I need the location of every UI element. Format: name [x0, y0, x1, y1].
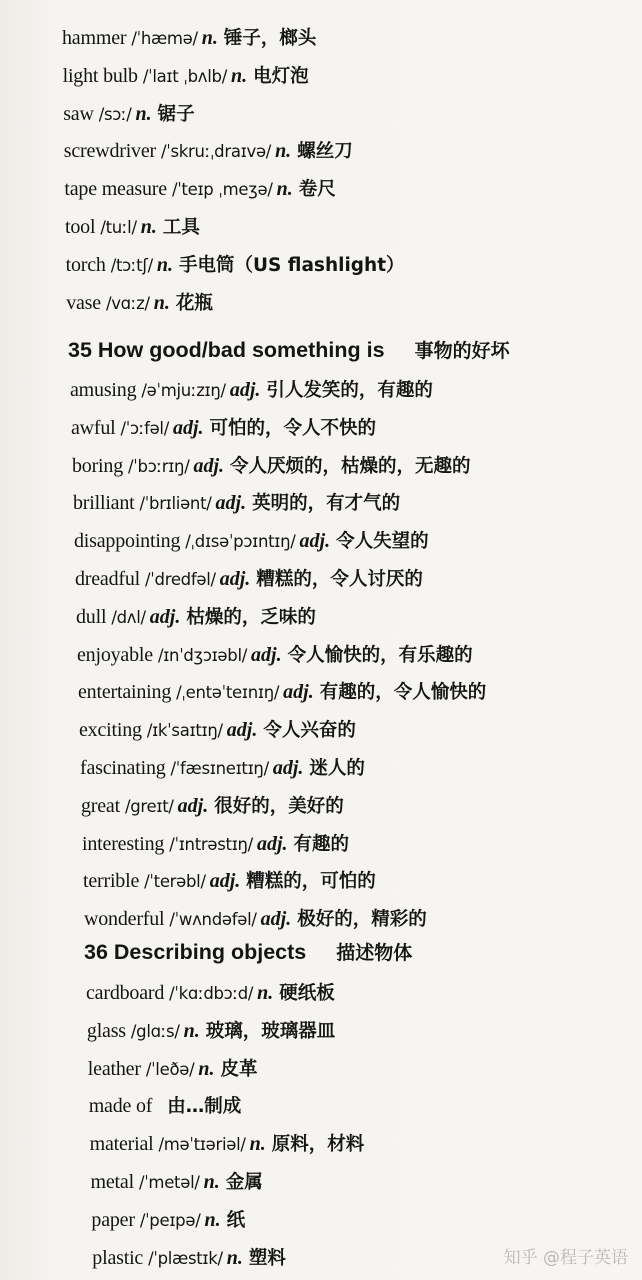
vocab-pronunciation: /sɔː/ [98, 104, 132, 124]
vocab-word: awful [71, 416, 116, 439]
vocab-pronunciation: /ˈpeɪpə/ [139, 1210, 201, 1230]
vocab-pronunciation: /ˈwʌndəfəl/ [169, 910, 257, 930]
vocab-pronunciation: /greɪt/ [124, 796, 174, 816]
vocab-translation: 锯子 [157, 103, 195, 125]
vocab-translation: 糟糕的，可怕的 [246, 871, 376, 893]
vocab-part-of-speech: adj. [226, 719, 258, 742]
vocab-pronunciation: /ˈterəbl/ [144, 872, 206, 892]
vocab-part-of-speech: adj. [299, 530, 331, 553]
vocab-translation: 可怕的，令人不快的 [209, 417, 377, 439]
vocab-entry [0, 1088, 642, 1126]
section-36-title-zh: 描述物体 [336, 942, 413, 964]
vocab-entry [0, 1126, 642, 1164]
vocab-word: enjoyable [77, 643, 153, 666]
vocab-part-of-speech: n. [140, 215, 157, 238]
vocab-pronunciation: /ɪkˈsaɪtɪŋ/ [146, 721, 223, 741]
vocab-part-of-speech: n. [135, 102, 152, 125]
section-35-title-zh: 事物的好坏 [414, 340, 510, 362]
vocab-entry [0, 637, 642, 675]
vocab-pronunciation: /ˌdɪsəˈpɔɪntɪŋ/ [185, 532, 296, 552]
vocab-entry [0, 750, 642, 788]
vocab-pronunciation: /ɪnˈdʒɔɪəbl/ [157, 645, 248, 665]
vocab-word: paper [91, 1208, 135, 1231]
vocab-part-of-speech: n. [156, 253, 173, 276]
vocab-part-of-speech: n. [257, 982, 274, 1004]
vocab-entry [0, 901, 642, 939]
vocab-word: tape measure [64, 178, 167, 201]
vocab-part-of-speech: n. [183, 1019, 200, 1042]
vocab-translation: 卷尺 [298, 179, 336, 201]
vocab-entry [0, 863, 642, 901]
vocab-word: terrible [83, 870, 140, 893]
vocab-entry [0, 20, 642, 58]
vocab-word: fascinating [80, 756, 166, 779]
section-36-title: 36 Describing objects [84, 940, 307, 964]
vocab-translation: 锤子，榔头 [223, 28, 317, 49]
vocab-entry [0, 410, 642, 448]
vocab-translation: 有趣的 [293, 833, 350, 855]
vocab-part-of-speech: n. [275, 140, 292, 163]
vocab-part-of-speech: adj. [260, 908, 292, 931]
vocab-word: leather [87, 1057, 141, 1080]
vocab-part-of-speech: adj. [283, 681, 314, 704]
vocab-translation: 令人愉快的，有乐趣的 [287, 644, 473, 666]
vocab-part-of-speech: n. [153, 291, 170, 314]
vocab-part-of-speech: n. [203, 1170, 220, 1193]
vocab-entry [0, 58, 642, 96]
vocab-word: vase [66, 291, 101, 314]
vocab-entry [0, 1013, 642, 1051]
vocab-word: amusing [70, 379, 137, 401]
section-35-heading [68, 336, 510, 363]
vocab-part-of-speech: n. [201, 27, 218, 49]
vocab-part-of-speech: n. [226, 1246, 243, 1269]
vocab-entry [0, 674, 642, 712]
vocab-word: torch [65, 253, 106, 276]
vocab-word: wonderful [84, 908, 165, 931]
vocab-translation: 令人厌烦的，枯燥的，无趣的 [230, 455, 471, 477]
vocab-word: cardboard [86, 982, 165, 1004]
vocab-translation: 很好的，美好的 [214, 795, 344, 817]
section-36-list [0, 975, 642, 1277]
vocab-entry [0, 448, 642, 486]
vocab-part-of-speech: adj. [193, 454, 225, 477]
vocab-pronunciation: /vɑːz/ [105, 293, 150, 313]
vocab-entry [0, 372, 642, 410]
vocab-pronunciation: /ˈɪntrəstɪŋ/ [169, 834, 253, 854]
vocab-entry [0, 826, 642, 864]
vocab-part-of-speech: n. [204, 1208, 221, 1231]
vocab-pronunciation: /glɑːs/ [130, 1021, 180, 1041]
vocab-pronunciation: /ˈplæstɪk/ [148, 1248, 223, 1268]
vocab-translation: 由…制成 [167, 1096, 242, 1118]
vocab-translation: 引人发笑的，有趣的 [266, 380, 433, 401]
vocab-entry [0, 96, 642, 134]
vocab-entry [0, 171, 642, 209]
vocab-translation: 令人失望的 [336, 531, 429, 553]
vocab-pronunciation: /ˈmetəl/ [138, 1172, 200, 1192]
vocab-translation: 有趣的，令人愉快的 [319, 682, 487, 704]
vocab-word: hammer [62, 27, 127, 49]
section-35-title: 35 How good/bad something is [68, 338, 385, 362]
vocab-pronunciation: /ˌentəˈteɪnɪŋ/ [176, 683, 280, 703]
vocab-translation: 迷人的 [309, 757, 365, 779]
vocab-pronunciation: /ˈleðə/ [145, 1059, 195, 1079]
vocab-word: entertaining [78, 681, 172, 704]
vocab-word: plastic [92, 1246, 144, 1269]
watermark: 知乎 @程子英语 [503, 1248, 628, 1268]
vocab-part-of-speech: adj. [177, 794, 209, 817]
vocab-translation: 花瓶 [175, 292, 213, 314]
vocab-entry [0, 1051, 642, 1089]
vocab-entry [0, 599, 642, 637]
vocab-word: interesting [82, 832, 165, 855]
vocab-pronunciation: /ˈkɑːdbɔːd/ [169, 984, 254, 1003]
vocab-part-of-speech: n. [198, 1057, 215, 1080]
vocab-entry [0, 133, 642, 171]
vocab-word: dull [76, 605, 107, 628]
vocab-pronunciation: /əˈmjuːzɪŋ/ [141, 381, 226, 400]
vocab-part-of-speech: n. [276, 178, 293, 201]
vocab-translation: 手电筒（US flashlight） [178, 254, 405, 276]
vocab-part-of-speech: adj. [219, 567, 251, 590]
vocab-pronunciation: /ˈbrɪliənt/ [139, 494, 212, 514]
vocab-pronunciation: /ˈbɔːrɪŋ/ [128, 456, 190, 476]
vocab-pronunciation: /dʌl/ [111, 607, 146, 627]
vocab-word: brilliant [73, 492, 135, 515]
vocab-word: material [89, 1133, 154, 1156]
vocab-part-of-speech: adj. [215, 492, 247, 515]
vocab-pronunciation: /ˈskruːˌdraɪvə/ [161, 142, 272, 162]
vocab-translation: 玻璃，玻璃器皿 [205, 1020, 336, 1042]
vocab-pronunciation: /ˈɔːfəl/ [120, 418, 169, 438]
vocab-pronunciation: /ˈdredfəl/ [145, 569, 216, 589]
vocab-word: boring [72, 454, 124, 477]
vocab-part-of-speech: adj. [209, 870, 241, 893]
vocab-translation: 糟糕的，令人讨厌的 [256, 568, 423, 590]
vocab-pronunciation: /ˈlaɪt ˌbʌlb/ [142, 66, 227, 86]
section-36-heading [84, 938, 412, 965]
vocab-word: glass [86, 1019, 126, 1042]
vocab-translation: 原料，材料 [271, 1134, 365, 1156]
vocab-translation: 塑料 [248, 1247, 286, 1269]
vocab-word: made of [88, 1095, 153, 1118]
vocab-part-of-speech: adj. [172, 416, 204, 439]
vocab-part-of-speech: adj. [149, 605, 181, 628]
vocab-translation: 螺丝刀 [297, 141, 353, 163]
section-tools [0, 20, 642, 322]
vocab-entry [0, 788, 642, 826]
vocab-part-of-speech: adj. [256, 832, 288, 855]
vocab-translation: 金属 [225, 1171, 263, 1193]
vocab-part-of-speech: adj. [272, 756, 304, 779]
vocab-entry [0, 1164, 642, 1202]
vocab-word: dreadful [75, 567, 141, 590]
vocab-part-of-speech: adj. [229, 379, 261, 401]
vocab-word: great [81, 794, 120, 817]
vocab-pronunciation: /məˈtɪəriəl/ [158, 1135, 246, 1155]
vocab-part-of-speech: n. [230, 64, 248, 87]
vocab-translation: 纸 [226, 1209, 246, 1231]
vocab-translation: 硬纸板 [279, 983, 335, 1004]
vocab-translation: 英明的，有才气的 [252, 493, 401, 515]
vocab-part-of-speech: adj. [251, 643, 282, 666]
vocab-word: tool [65, 215, 96, 238]
vocab-word: light bulb [62, 64, 138, 87]
vocab-pronunciation: /tuːl/ [100, 217, 137, 237]
vocab-word: screwdriver [63, 140, 156, 163]
vocab-word: exciting [79, 719, 142, 742]
vocab-entry [0, 285, 642, 323]
vocab-pronunciation: /ˈhæmə/ [131, 29, 198, 48]
vocab-pronunciation: /ˈteɪp ˌmeʒə/ [171, 180, 273, 200]
vocab-word: metal [90, 1170, 134, 1193]
vocab-word: disappointing [74, 530, 181, 553]
vocab-entry [0, 712, 642, 750]
vocab-translation: 工具 [162, 216, 200, 238]
vocab-translation: 枯燥的，乏味的 [186, 606, 316, 628]
vocab-translation: 极好的，精彩的 [297, 909, 427, 931]
vocab-entry [0, 523, 642, 561]
vocab-entry [0, 1202, 642, 1240]
vocab-translation: 皮革 [220, 1058, 258, 1080]
vocab-pronunciation: /tɔːtʃ/ [110, 255, 153, 275]
vocab-part-of-speech: n. [249, 1133, 266, 1156]
vocab-translation: 令人兴奋的 [263, 720, 356, 742]
vocab-translation: 电灯泡 [253, 65, 309, 87]
section-35-list [0, 372, 642, 939]
vocab-word: saw [63, 102, 94, 125]
vocab-pronunciation: /ˈfæsɪneɪtɪŋ/ [170, 758, 269, 778]
vocab-entry [0, 975, 642, 1013]
vocab-entry [0, 485, 642, 523]
vocab-entry [0, 247, 642, 285]
vocab-entry [0, 561, 642, 599]
vocab-entry [0, 209, 642, 247]
